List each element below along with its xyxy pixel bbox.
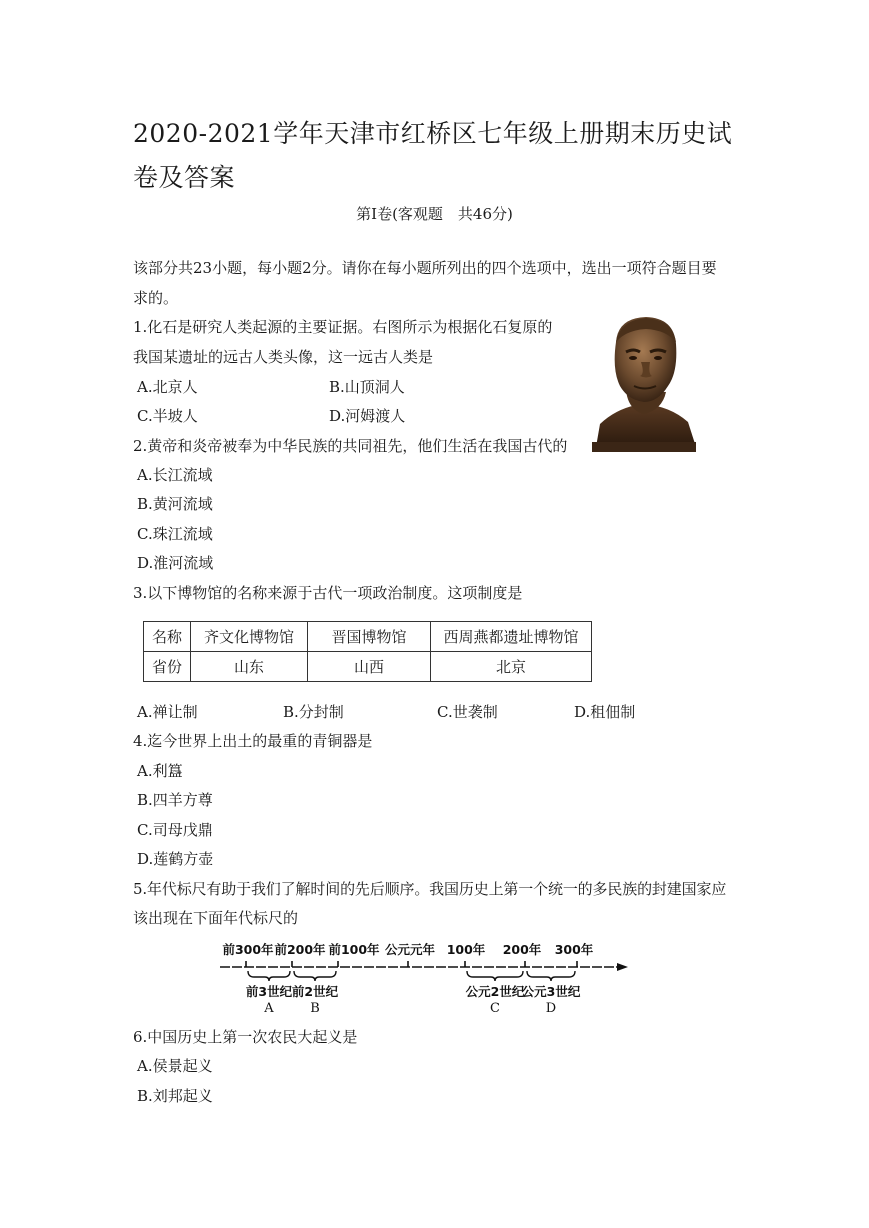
- document-title: 2020-2021学年天津市红桥区七年级上册期末历史试卷及答案: [133, 119, 733, 192]
- timeline-span-letter: A: [264, 1001, 274, 1016]
- table-cell: 晋国博物馆: [308, 622, 431, 652]
- q2-option-c: C.珠江流域: [137, 525, 213, 543]
- q5-stem-line-2: 该出现在下面年代标尺的: [133, 909, 299, 927]
- table-cell: 名称: [144, 622, 191, 652]
- q3-option-d: D.租佃制: [574, 703, 636, 721]
- table-row: [144, 622, 592, 652]
- timeline-tick-label: 前200年: [274, 942, 326, 957]
- timeline-tick-label: 前300年: [222, 942, 274, 957]
- timeline-tick-label: 前100年: [328, 942, 380, 957]
- timeline-brace: [248, 971, 290, 981]
- table-cell: 西周燕都遗址博物馆: [431, 622, 592, 652]
- q5-stem-line-1: 5.年代标尺有助于我们了解时间的先后顺序。我国历史上第一个统一的多民族的封建国家应: [133, 880, 727, 898]
- q4-option-d: D.莲鹤方壶: [137, 850, 214, 868]
- arrow-right-icon: [617, 963, 628, 971]
- timeline-span-label: 前3世纪: [245, 984, 293, 999]
- timeline-span-letter: D: [545, 1001, 557, 1016]
- q4-option-c: C.司母戊鼎: [137, 821, 213, 839]
- q2-option-a: A.长江流域: [137, 466, 213, 484]
- q1-option-b: B.山顶洞人: [329, 378, 405, 396]
- timeline-brace: [467, 971, 523, 981]
- q6-stem: 6.中国历史上第一次农民大起义是: [133, 1028, 358, 1046]
- instructions-line-2: 求的。: [133, 289, 179, 307]
- timeline-span-letter: B: [310, 1001, 320, 1016]
- timeline-span-label: 前2世纪: [291, 984, 339, 999]
- q1-option-d: D.河姆渡人: [329, 407, 406, 425]
- q4-stem: 4.迄今世界上出土的最重的青铜器是: [133, 732, 373, 750]
- q2-option-b: B.黄河流域: [137, 495, 213, 513]
- q3-option-a: A.禅让制: [137, 703, 198, 721]
- q3-option-c: C.世袭制: [437, 703, 498, 721]
- table-cell: 北京: [431, 652, 592, 682]
- timeline-span-letter: C: [490, 1001, 500, 1016]
- timeline-span-label: 公元2世纪: [465, 984, 525, 999]
- table-cell: 山东: [191, 652, 308, 682]
- timeline-brace: [527, 971, 575, 981]
- q4-option-b: B.四羊方尊: [137, 791, 213, 809]
- q6-option-b: B.刘邦起义: [137, 1087, 213, 1105]
- timeline-tick-label: 公元元年: [384, 942, 436, 957]
- q2-option-d: D.淮河流域: [137, 554, 214, 572]
- timeline-tick-label: 100年: [446, 942, 486, 957]
- q1-option-a: A.北京人: [137, 378, 198, 396]
- timeline-tick-label: 200年: [502, 942, 542, 957]
- q2-stem: 2.黄帝和炎帝被奉为中华民族的共同祖先，他们生活在我国古代的: [133, 437, 568, 455]
- timeline-tick-label: 300年: [554, 942, 594, 957]
- museum-table: [143, 621, 592, 682]
- timeline-span-label: 公元3世纪: [521, 984, 581, 999]
- timeline-ruler: [212, 935, 637, 1020]
- table-row: [144, 652, 592, 682]
- q3-stem: 3.以下博物馆的名称来源于古代一项政治制度。这项制度是: [133, 584, 523, 602]
- instructions-line-1: 该部分共23小题，每小题2分。请你在每小题所列出的四个选项中，选出一项符合题目要: [133, 259, 717, 277]
- table-cell: 山西: [308, 652, 431, 682]
- table-cell: 齐文化博物馆: [191, 622, 308, 652]
- section-header: 第Ⅰ卷(客观题 共46分): [356, 205, 513, 223]
- timeline-brace: [294, 971, 336, 981]
- q1-stem-line-2: 我国某遗址的远古人类头像，这一远古人类是: [133, 348, 434, 366]
- q1-stem-line-1: 1.化石是研究人类起源的主要证据。右图所示为根据化石复原的: [133, 318, 553, 336]
- table-cell: 省份: [144, 652, 191, 682]
- q4-option-a: A.利簋: [137, 762, 183, 780]
- q6-option-a: A.侯景起义: [137, 1057, 213, 1075]
- ancient-human-bust-image: [588, 312, 703, 454]
- q1-option-c: C.半坡人: [137, 407, 198, 425]
- q3-option-b: B.分封制: [283, 703, 344, 721]
